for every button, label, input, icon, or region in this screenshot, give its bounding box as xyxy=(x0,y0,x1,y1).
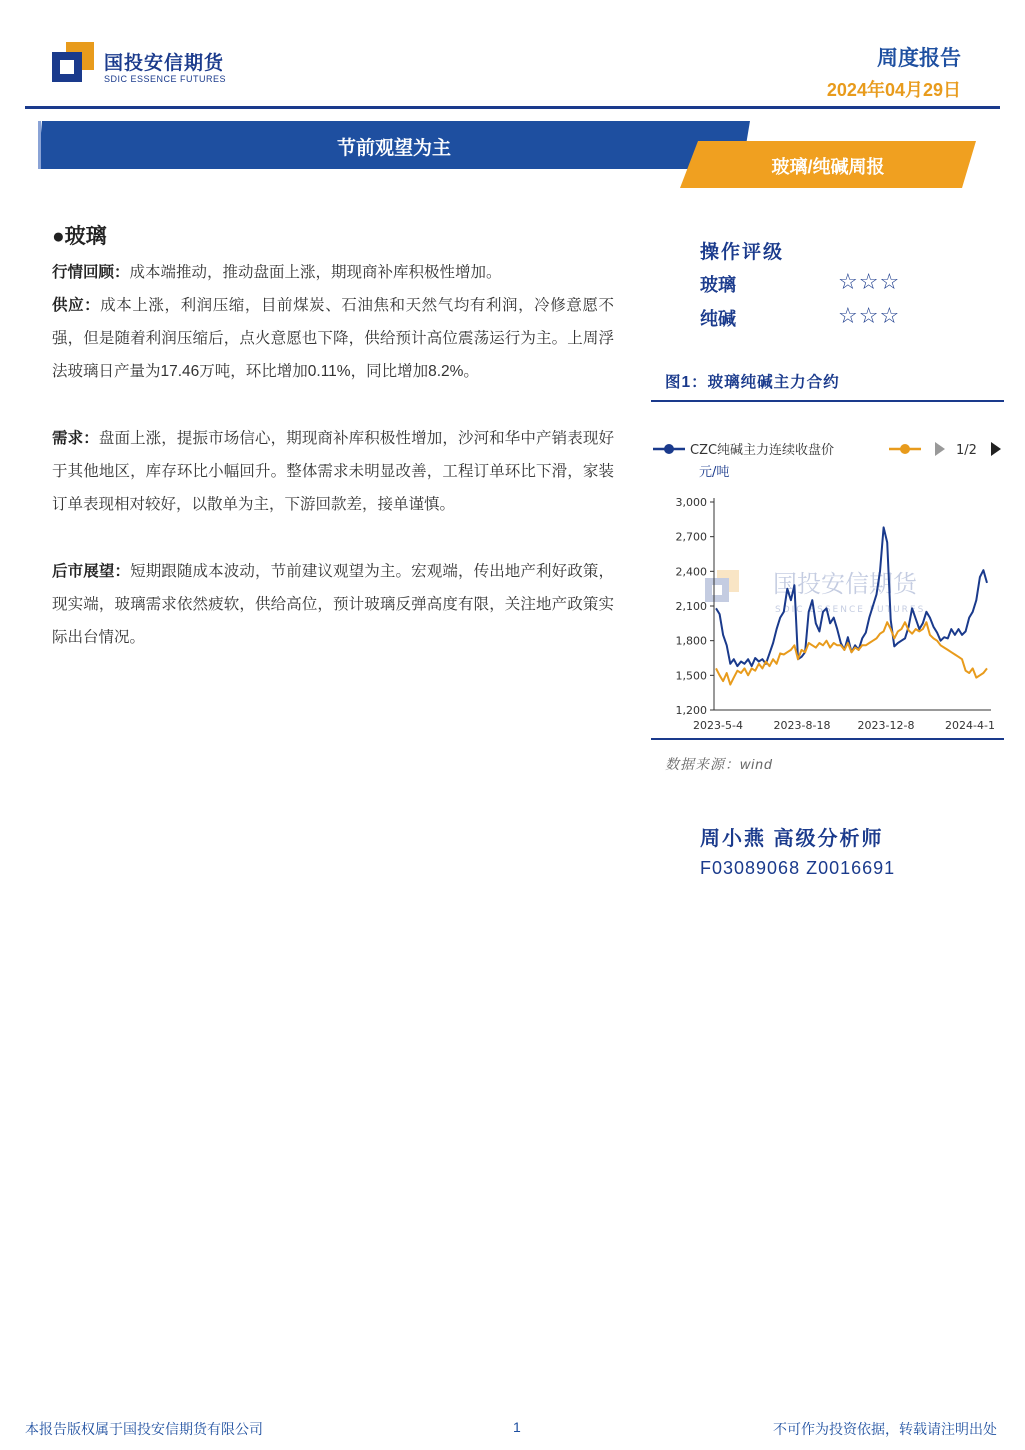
analyst-ids: F03089068 Z0016691 xyxy=(700,858,896,878)
paragraph-lead: 供应： xyxy=(52,297,101,314)
y-ticks xyxy=(676,496,715,717)
legend-prev-page-icon[interactable] xyxy=(935,442,945,456)
x-ticks xyxy=(693,719,995,732)
paragraph-lead: 行情回顾： xyxy=(52,264,130,281)
y-tick-label: 2,400 xyxy=(675,565,707,579)
legend-marker-series-2 xyxy=(900,444,910,454)
price-chart xyxy=(651,402,1004,737)
report-tag: 玻璃/纯碱周报 xyxy=(771,157,885,177)
chart-svg xyxy=(651,402,1004,737)
logo-mark-icon xyxy=(52,42,94,84)
watermark-cn: 国投安信期货 xyxy=(773,570,917,598)
star-rating-icon: ☆☆☆ xyxy=(838,269,901,294)
paragraph-text: 盘面上涨，提振市场信心，期现商补库积极性增加，沙河和华中产销表现好于其他地区，库存环比小幅回升。整体需求未明显改善，工程订单环比下滑，家装订单表现相对较好，以散单为主，下游回款差，接单谨慎。 xyxy=(52,430,614,513)
rating-title: 操作评级 xyxy=(700,242,785,263)
footer-page-number: 1 xyxy=(513,1419,521,1435)
tag-banner xyxy=(680,141,976,188)
chart-legend xyxy=(653,442,1001,458)
figure-bottom-rule xyxy=(651,738,1004,740)
rating-row-soda-ash xyxy=(700,305,910,333)
analyst-name: 周小燕 高级分析师 xyxy=(700,828,884,850)
logo-company-en: SDIC ESSENCE FUTURES xyxy=(104,74,227,84)
company-logo xyxy=(52,42,232,90)
paragraph-supply xyxy=(52,289,614,388)
logo-company-cn: 国投安信期货 xyxy=(104,53,225,74)
paragraph-text: 成本上涨，利润压缩，目前煤炭、石油焦和天然气均有利润，冷修意愿不强，但是随着利润压缩后，点火意愿也下降，供给预计高位震荡运行为主。上周浮法玻璃日产量为17.46万吨，环比增加0.11%，同比增加8.2%。 xyxy=(52,297,614,380)
paragraph-outlook xyxy=(52,555,614,654)
rating-name: 玻璃 xyxy=(700,275,736,295)
report-title: 节前观望为主 xyxy=(336,138,451,159)
figure-source: 数据来源：wind xyxy=(665,756,773,772)
paragraph-market-review xyxy=(52,256,614,289)
paragraph-lead: 后市展望： xyxy=(52,563,131,580)
series-line-2 xyxy=(716,622,987,684)
star-rating-icon: ☆☆☆ xyxy=(838,303,901,328)
rating-name: 纯碱 xyxy=(700,309,736,329)
rating-row-glass xyxy=(700,271,910,299)
x-tick-label: 2023-5-4 xyxy=(693,719,743,732)
figure-title: 图1：玻璃纯碱主力合约 xyxy=(665,374,840,391)
paragraph-text: 成本端推动，推动盘面上涨，期现商补库积极性增加。 xyxy=(129,264,502,281)
legend-label-series-1: CZC纯碱主力连续收盘价 xyxy=(690,443,835,458)
x-tick-label: 2023-12-8 xyxy=(857,719,915,732)
y-tick-label: 2,700 xyxy=(675,530,707,544)
y-tick-label: 1,200 xyxy=(675,704,707,717)
y-tick-label: 2,100 xyxy=(675,600,707,613)
x-tick-label: 2024-4-1 xyxy=(945,719,995,732)
chart-watermark xyxy=(705,570,925,615)
y-tick-label: 3,000 xyxy=(675,496,707,509)
x-tick-label: 2023-8-18 xyxy=(773,719,831,732)
watermark-en: SDIC ESSENCE FUTURES xyxy=(775,605,926,615)
footer-disclaimer: 不可作为投资依据，转载请注明出处 xyxy=(773,1421,997,1437)
paragraph-text: 短期跟随成本波动，节前建议观望为主。宏观端，传出地产利好政策，现实端，玻璃需求依然疲软，供给高位，预计玻璃反弹高度有限，关注地产政策实际出台情况。 xyxy=(52,563,614,646)
section-heading: ●玻璃 xyxy=(52,225,107,248)
y-tick-label: 1,500 xyxy=(675,669,707,683)
legend-next-page-icon[interactable] xyxy=(991,442,1001,456)
legend-page-indicator: 1/2 xyxy=(956,443,977,458)
title-banner xyxy=(38,121,750,169)
paragraph-demand xyxy=(52,422,614,521)
report-date: 2024年04月29日 xyxy=(826,80,961,100)
y-axis-unit: 元/吨 xyxy=(699,465,730,480)
paragraph-lead: 需求： xyxy=(52,430,99,447)
y-tick-label: 1,800 xyxy=(675,634,707,648)
legend-marker-series-1 xyxy=(664,444,674,454)
report-type: 周度报告 xyxy=(877,47,961,70)
header-divider xyxy=(25,106,1000,109)
footer-copyright: 本报告版权属于国投安信期货有限公司 xyxy=(25,1421,263,1437)
